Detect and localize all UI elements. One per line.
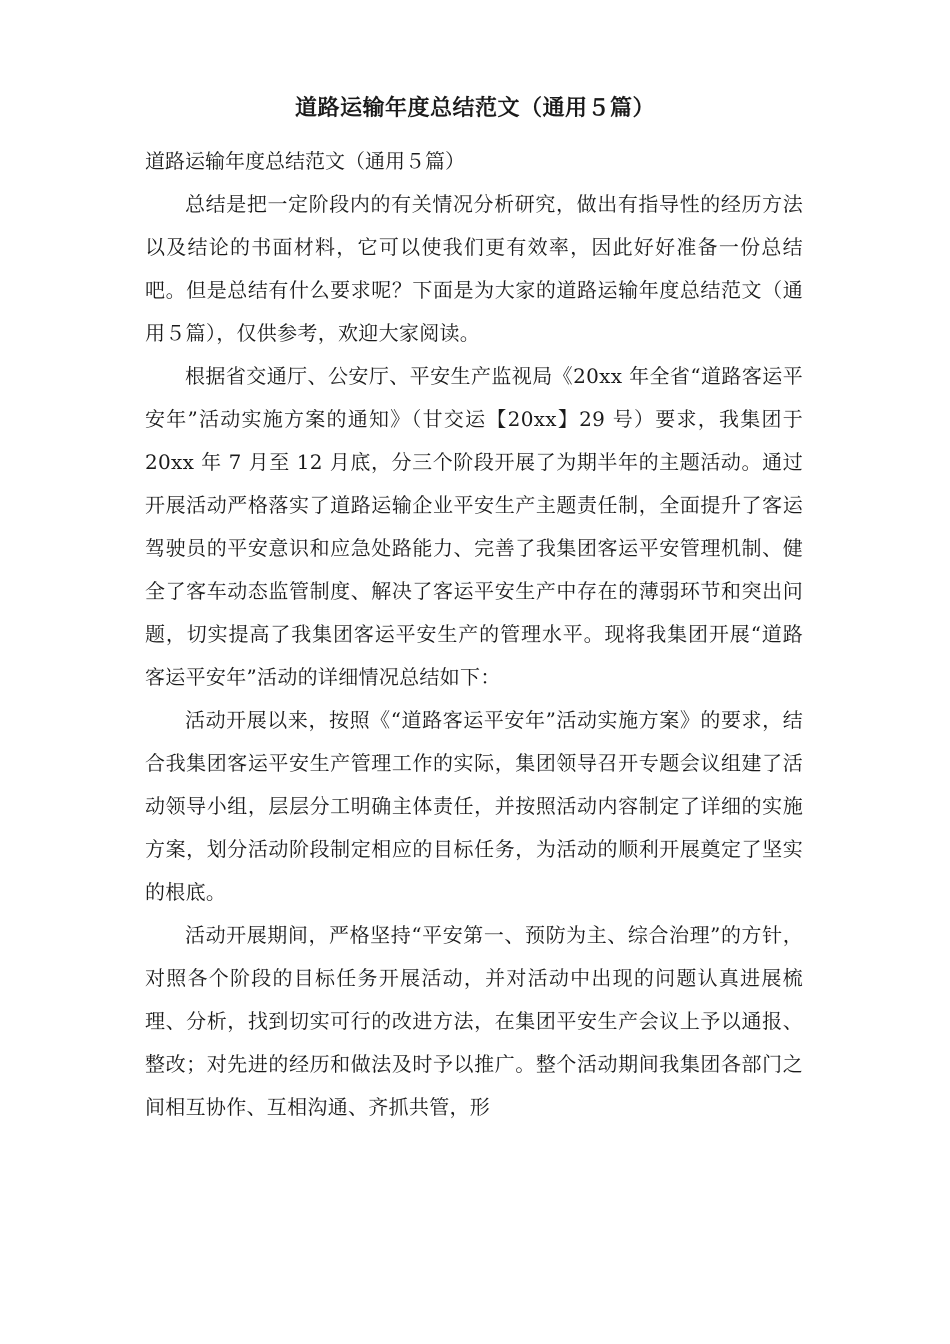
document-body [145,145,803,1129]
paragraph-intro: 总结是把一定阶段内的有关情况分析研究，做出有指导性的经历方法以及结论的书面材料，它可以使我们更有效率，因此好好准备一份总结吧。但是总结有什么要求呢？下面是为大家的道路运输年度总结范文（通用５篇），仅供参考，欢迎大家阅读。 [145,192,803,345]
document-subtitle: 道路运输年度总结范文（通用５篇） [145,149,465,173]
document-title: 道路运输年度总结范文（通用５篇） [294,95,655,121]
paragraph-organization: 活动开展以来，按照《“道路客运平安年”活动实施方案》的要求，结合我集团客运平安生产管理工作的实际，集团领导召开专题会议组建了活动领导小组，层层分工明确主体责任，并按照活动内容制定了详细的实施方案，划分活动阶段制定相应的目标任务，为活动的顺利开展奠定了坚实的根底。 [145,708,803,904]
paragraph-implementation: 活动开展期间，严格坚持“平安第一、预防为主、综合治理”的方针，对照各个阶段的目标任务开展活动，并对活动中出现的问题认真进展梳理、分析，找到切实可行的改进方法，在集团平安生产会议上予以通报、整改；对先进的经历和做法及时予以推广。整个活动期间我集团各部门之间相互协作、互相沟通、齐抓共管，形 [145,923,803,1119]
paragraph-background: 根据省交通厅、公安厅、平安生产监视局《20xx 年全省“道路客运平安年”活动实施方案的通知》（甘交运【20xx】29 号）要求，我集团于 20xx 年 7 月至 12 月底，分三个阶段开展了为期半年的主题活动。通过开展活动严格落实了道路运输企业平安生产主题责任制，全面提升了客运驾驶员的平安意识和应急处路能力、完善了我集团客运平安管理机制、健全了客车动态监管制度、解决了客运平安生产中存在的薄弱环节和突出问题，切实提高了我集团客运平安生产的管理水平。现将我集团开展“道路客运平安年”活动的详细情况总结如下： [145,364,803,689]
